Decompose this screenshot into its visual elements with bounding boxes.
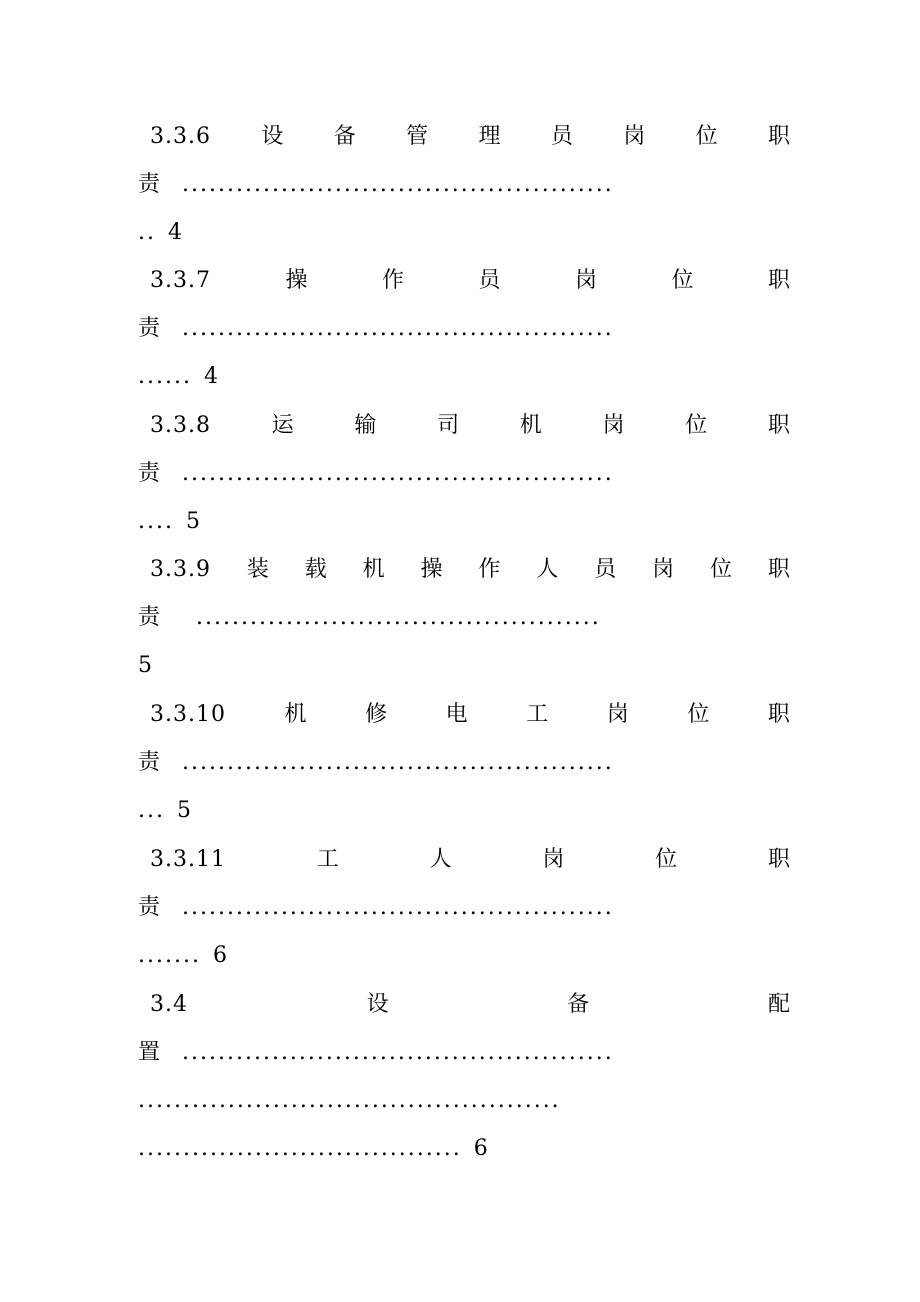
toc-title-char: 职 xyxy=(767,557,790,582)
toc-title-char: 司 xyxy=(437,413,460,438)
toc-leader-line xyxy=(138,1040,788,1066)
toc-title-char: 职 xyxy=(767,268,790,293)
toc-leader-line xyxy=(138,1088,788,1114)
toc-title-char: 员 xyxy=(594,557,617,582)
toc-heading-line xyxy=(150,847,790,873)
toc-page-line xyxy=(138,364,218,390)
toc-title-char: 位 xyxy=(687,702,710,727)
toc-page-number: 6 xyxy=(212,943,227,968)
toc-title-char: 职 xyxy=(767,124,790,149)
toc-number: 3.4 xyxy=(150,992,188,1017)
toc-heading-line xyxy=(150,992,790,1018)
toc-title-char: 责 xyxy=(138,461,161,486)
toc-title-char: 操 xyxy=(285,268,308,293)
toc-leader-dots: .. xyxy=(138,220,156,245)
toc-leader-line xyxy=(138,605,788,631)
toc-title-char: 位 xyxy=(655,847,678,872)
toc-leader-dots: ... xyxy=(138,798,165,823)
toc-number: 3.3.7 xyxy=(150,268,211,293)
toc-title-char: 职 xyxy=(767,702,790,727)
toc-title-char: 责 xyxy=(138,895,161,920)
toc-number: 3.3.9 xyxy=(150,557,211,582)
toc-title-char: 职 xyxy=(767,413,790,438)
toc-leader-line xyxy=(138,172,788,198)
toc-title-char: 修 xyxy=(365,702,388,727)
toc-title-char: 理 xyxy=(478,124,501,149)
toc-title-char: 作 xyxy=(478,557,501,582)
toc-title-char: 工 xyxy=(526,702,549,727)
toc-title-char: 机 xyxy=(284,702,307,727)
toc-leader-line xyxy=(138,461,788,487)
toc-title-char: 责 xyxy=(138,605,161,630)
toc-title-char: 位 xyxy=(685,413,708,438)
toc-title-char: 位 xyxy=(695,124,718,149)
toc-leader-dots: .................................... xyxy=(138,1136,462,1161)
toc-leader-dots: ................................................ xyxy=(182,895,614,920)
toc-leader-dots: ............................................... xyxy=(138,1088,561,1113)
toc-title-char: 载 xyxy=(304,557,327,582)
toc-title-char: 机 xyxy=(519,413,542,438)
toc-leader-dots: ................................................ xyxy=(182,1040,614,1065)
toc-title-char: 位 xyxy=(671,268,694,293)
toc-heading-line xyxy=(150,124,790,150)
toc-title-char: 责 xyxy=(138,750,161,775)
toc-leader-line xyxy=(138,316,788,342)
toc-page-line xyxy=(138,1136,488,1162)
toc-leader-line xyxy=(138,895,788,921)
toc-title-char: 职 xyxy=(767,847,790,872)
toc-title-char: 电 xyxy=(445,702,468,727)
toc-number: 3.3.11 xyxy=(150,847,226,872)
toc-leader-dots: ................................................ xyxy=(182,316,614,341)
toc-page-number: 4 xyxy=(203,364,218,389)
toc-heading-line xyxy=(150,702,790,728)
toc-page-line xyxy=(138,653,152,679)
toc-page-number: 6 xyxy=(473,1136,488,1161)
toc-title-char: 备 xyxy=(567,992,590,1017)
toc-title-char: 备 xyxy=(333,124,356,149)
toc-leader-dots: ...... xyxy=(138,364,192,389)
toc-leader-dots: ................................................ xyxy=(182,750,614,775)
toc-page-line xyxy=(138,220,182,246)
toc-page-number: 5 xyxy=(138,653,152,678)
toc-title-char: 置 xyxy=(138,1040,161,1065)
toc-title-char: 设 xyxy=(261,124,284,149)
toc-title-char: 配 xyxy=(767,992,790,1017)
toc-title-char: 岗 xyxy=(652,557,675,582)
toc-leader-dots: ................................................ xyxy=(182,461,614,486)
toc-page-number: 5 xyxy=(176,798,191,823)
toc-title-char: 作 xyxy=(381,268,404,293)
toc-title-char: 员 xyxy=(478,268,501,293)
toc-leader-line xyxy=(138,750,788,776)
toc-heading-line xyxy=(150,413,790,439)
toc-title-char: 岗 xyxy=(623,124,646,149)
toc-title-char: 岗 xyxy=(602,413,625,438)
toc-title-char: 岗 xyxy=(542,847,565,872)
toc-page-line xyxy=(138,798,191,824)
toc-leader-dots: ................................................ xyxy=(182,172,614,197)
toc-heading-line xyxy=(150,557,790,583)
toc-leader-dots: ............................................. xyxy=(196,605,601,630)
toc-title-char: 人 xyxy=(536,557,559,582)
toc-title-char: 人 xyxy=(429,847,452,872)
toc-title-char: 运 xyxy=(271,413,294,438)
toc-page-number: 5 xyxy=(185,509,200,534)
toc-heading-line xyxy=(150,268,790,294)
toc-title-char: 管 xyxy=(406,124,429,149)
toc-title-char: 设 xyxy=(366,992,389,1017)
toc-leader-dots: .... xyxy=(138,509,174,534)
toc-title-char: 机 xyxy=(362,557,385,582)
toc-page-number: 4 xyxy=(168,220,182,245)
toc-title-char: 员 xyxy=(550,124,573,149)
toc-title-char: 工 xyxy=(316,847,339,872)
toc-title-char: 责 xyxy=(138,172,161,197)
toc-number: 3.3.10 xyxy=(150,702,226,727)
toc-title-char: 装 xyxy=(246,557,269,582)
toc-title-char: 岗 xyxy=(574,268,597,293)
toc-title-char: 操 xyxy=(420,557,443,582)
toc-page-line xyxy=(138,943,227,969)
toc-title-char: 岗 xyxy=(606,702,629,727)
toc-title-char: 责 xyxy=(138,316,161,341)
toc-number: 3.3.6 xyxy=(150,124,211,149)
toc-title-char: 输 xyxy=(354,413,377,438)
toc-title-char: 位 xyxy=(709,557,732,582)
toc-page-line xyxy=(138,509,200,535)
toc-leader-dots: ....... xyxy=(138,943,201,968)
toc-number: 3.3.8 xyxy=(150,413,211,438)
